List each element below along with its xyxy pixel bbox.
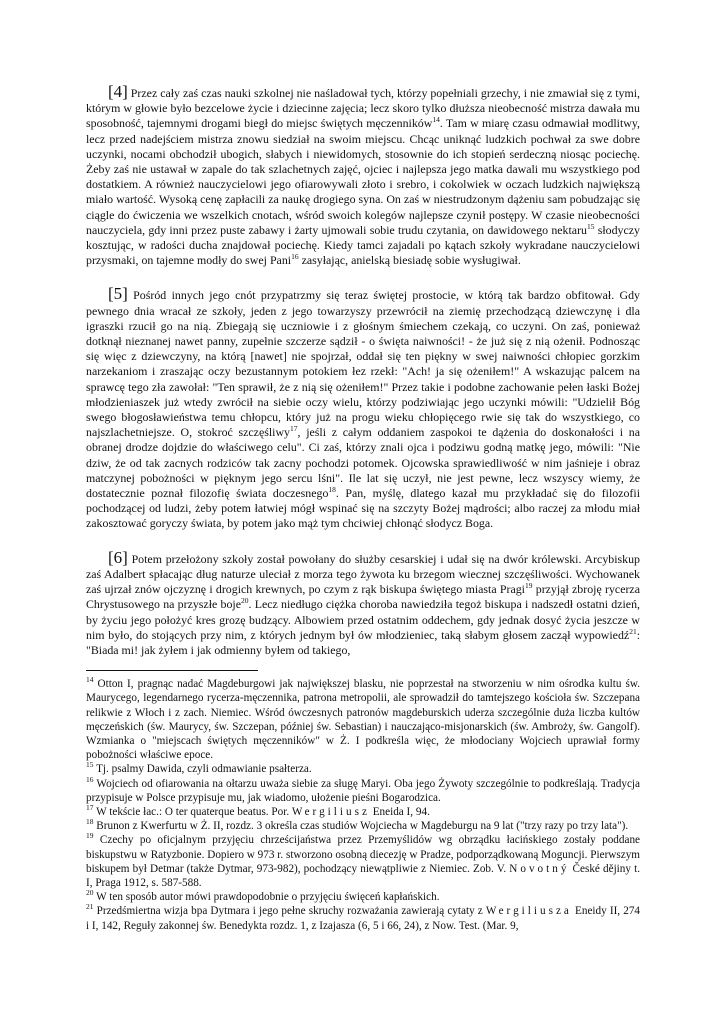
footnote-number: 17: [86, 802, 94, 812]
paragraph-marker: [5]: [108, 284, 128, 304]
document-page: [86, 82, 641, 933]
footnote-number: 15: [86, 760, 94, 770]
footnote: [86, 802, 640, 819]
footnote-number: 18: [86, 817, 94, 827]
footnote-text: Otton I, pragnąc nadać Magdeburgowi jak największej blasku, nie poprzestał na stworzeniu w nim ośrodka kultu św. Maurycego, legendarnego rycerza-męczennika, patrona metropolii, ale sprowadził do tamtejszego kościoła św. Szczepana relikwie z Włoch i z zach. Niemiec. Wśród ówczesnych patronów magdeburskich uderza szczególnie duża liczba kultów męczeńskich (św. Maurycy, św. Szczepan, później św. Sebastian) i nauczająco-misjonarskich (św. Ambroży, św. Gangolf). Wzmianka o "miejscach świętych męczenników" w Ż. I podkreśla więc, że młodociany Wojciech uprawiał formy pobożności właściwe epoce.: [86, 678, 640, 762]
footnote: [86, 833, 640, 890]
paragraph-text: Przez cały zaś czas nauki szkolnej nie naśladował tych, którzy popełniali grzechy, i nie zmawiał się z tymi, którym w głowie było bezcelowe życie i dziecinne zajęcia; lecz skoro tylko dłuższa nieobecność mistrza dawała mu sposobność, tajemnymi drogami biegł do miejsc świętych męczenników: [86, 86, 640, 131]
paragraph-text: . Lecz niedługo ciężka choroba nawiedziła tegoż biskupa i nadszedł ostatni dzień, by życiu jego położyć kres grozę budzący. Albowiem przed ostatnim oddechem, gdy jednak dosyć życia jeszcze w nim było, do stojących przy nim, z których jednym był ów młodzieniec, taką słabym głosem zaczął wypowiedź: [86, 597, 640, 642]
paragraph-text: przyjął zbroję rycerza Chrystusowego na przyszłe boje: [86, 582, 640, 612]
footnote-ref: 15: [586, 221, 595, 231]
paragraph-4: [86, 82, 640, 268]
paragraph-6: [86, 547, 640, 658]
footnote-ref: 21: [629, 626, 637, 636]
footnote-author-spaced: Wergiliusza: [485, 905, 572, 918]
footnote-text: Brunon z Kwerfurtu w Ż. II, rozdz. 3 określa czas studiów Wojciecha w Magdeburgu na 9 lat ("trzy razy po trzy lata").: [93, 820, 629, 833]
footnote-number: 20: [86, 888, 94, 898]
footnote: [86, 890, 640, 904]
footnote-text: Eneida I, 94.: [369, 805, 430, 818]
paragraph-5: [86, 284, 640, 531]
footnote-text: W ten sposób autor mówi prawdopodobnie o przyjęciu święceń kapłańskich.: [93, 891, 440, 904]
footnote-text: W tekście łac.: O ter quaterque beatus. Por.: [93, 805, 292, 818]
paragraph-marker: [4]: [108, 82, 128, 101]
paragraph-marker: [6]: [108, 547, 128, 567]
paragraph-text: , jeśli z całym oddaniem zaspokoi te dążenia do doskonałości i na obranej drodze dojdzie do właściwego celu". Ci zaś, którzy znali ojca i podziwu godną matkę jego, mówili: "Nie dziw, że od tak zacnych rodziców tak zacny pochodzi potomek. Ojcowska sprawiedliwość w nim jaśnieje i obraz matczynej pobożności w pięknym jego sercu lśni". Ile lat się uczył, nie jest pewne, lecz wszyscy wiemy, że dostatecznie poznał filozofię świata doczesnego: [86, 425, 640, 501]
footnote-ref: 19: [524, 581, 533, 591]
footnote-number: 21: [86, 902, 94, 912]
footnote: [86, 677, 640, 762]
footnote-ref: 14: [432, 115, 440, 125]
paragraph-text: . Pan, myślę, dlatego kazał mu przykładać się do filozofii pochodzącej od ludzi, żeby potem łatwiej mógł wspinać się na szczyty Bożej mądrości; albo raczej za młodu miał zakosztować goryczy świata, by potem jako mąż tym chciwiej chłonąć słodycz Boga.: [86, 486, 640, 531]
paragraph-text: : "Biada mi! jak żyłem i jak odmienny byłem od takiego,: [86, 627, 640, 657]
footnote-text: Przedśmiertna wizja bpa Dytmara i jego pełne skruchy rozważania zawierają cytaty z: [93, 905, 486, 918]
paragraph-text: zasyłając, anielską biesiadę sobie wysługiwał.: [298, 253, 521, 268]
footnote-text: Tj. psalmy Dawida, czyli odmawianie psałterza.: [93, 763, 312, 776]
footnote: [86, 762, 640, 776]
paragraph-text: Pośród innych jego cnót przypatrzmy się teraz świętej prostocie, w którą tak bardzo obfitował. Gdy pewnego dnia wracał ze szkoły, jeden z jego towarzyszy przewrócił na ziemię przechodzącą dziewczynę i dla igraszki rzucił go na nią. Zbiegają się uczniowie i z głośnym śmiechem czekają, co uczyni. On zaś, ponieważ dotknął nieznanej nawet panny, zupełnie szczerze sądził - o święta naiwności! - że już się z nią ożenił. Podnosząc się więc z dziewczyny, na którą [nawet] nie spojrzał, oddał się ten piękny w swej naiwności chłopiec gorzkim narzekaniom i zraszając oczy bezustannym potokiem łez rzekł: "Ach! ja się ożeniłem!" A wskazując palcem na sprawcę tego zła zawołał: "Ten sprawił, że z nią się ożeniłem!" Przez takie i podobne zachowanie pełen łaski Bożej młodzieniaszek już wtedy zwrócił na siebie oczy wielu, którzy podziwiając jego uczynki mówili: "Udzielił Bóg swego błogosławieństwa temu chłopcu, który już na progu wieku chłopięcego rwie się tak do wszystkiego, co najszlachetniejsze. O, stokroć szczęśliwy: [86, 288, 640, 440]
footnote-ref: 16: [291, 252, 299, 262]
paragraph-text: . Tam w miarę czasu odmawiał modlitwy, lecz przed nadejściem mistrza znowu siedział na swoim miejscu. Chcąc uniknąć ludzkich pochwał za swe dobre uczynki, nocami obchodził ubogich, słabych i niewidomych, stosownie do ich stopień serdeczną niosąc pociechę. Żeby zaś nie ustawał w zapale do tak szlachetnych zajęć, ojciec i najlepsza jego matka dawali mu wszystkiego pod dostatkiem. A również nauczycielowi jego ofiarowywali złoto i srebro, i cokolwiek w oczach ludzkich największą miało wartość. Wysoką cenę zapłacili za naukę drogiego syna. On zaś w niestrudzonym dążeniu sam pobudzając się ciągle do ćwiczenia we wszelkich cnotach, wśród swoich kolegów najlepsze czynił postępy. W czasie nieobecności nauczyciela, gdy inni przez puste zabawy i żarty ujmowali sobie trudu czytania, on dawidowego nektaru: [86, 116, 640, 237]
footnote: [86, 819, 640, 833]
footnote-ref: 20: [241, 596, 249, 606]
footnote-author-spaced: Wergiliusz: [291, 805, 370, 818]
footnote-author-spaced: Novotný: [509, 862, 570, 875]
footnote-text: Czechy po oficjalnym przyjęciu chrześcijaństwa przez Przemyślidów wg obrządku łacińskiego zostały poddane biskupstwu w Ratyzbonie. Dopiero w 973 r. stworzono osobną diecezję w Pradze, podporządkowaną Moguncji. Pierwszym biskupem był Detmar (także Dytmar, 973-982), pochodzący niewątpliwie z Niemiec. Zob. V.: [86, 834, 640, 875]
footnote-number: 19: [86, 831, 94, 841]
footnote-ref: 18: [328, 485, 336, 495]
footnote-number: 14: [86, 675, 94, 685]
footnotes: [86, 677, 640, 933]
footnote: [86, 904, 640, 932]
footnote-divider: [86, 670, 258, 671]
paragraph-text: Potem przełożony szkoły został powołany do służby cesarskiej i udał się na dwór królewski. Arcybiskup zaś Adalbert spłacając dług naturze uleciał z morza tego żywota ku brzegom wiecznej szczęśliwości. Wychowanek zaś ujrzał znów ojczyznę i drogich krewnych, po czym z rąk biskupa świętego miasta Pragi: [86, 551, 640, 597]
paragraph-text: słodyczy kosztując, w radości ducha znajdował pociechę. Kiedy tamci zajadali po kątach szkoły wykradane nauczycielowi przysmaki, on tajemne modły do swej Pani: [86, 222, 640, 268]
footnote: [86, 774, 640, 805]
footnote-text: Wojciech od ofiarowania na ołtarzu uważa siebie za sługę Maryi. Oba jego Żywoty szczególnie to podkreślają. Tradycja przypisuje w Polsce przypisuje mu, jak wiadomo, ułożenie pieśni Bogarodzica.: [86, 777, 640, 804]
footnote-ref: 17: [290, 424, 298, 434]
footnote-text: Eneidy II, 274 i I, 142, Reguły zakonnej św. Benedykta rozdz. 1, z Izajasza (6, 5 i 66, 24), z Now. Test. (Mar. 9,: [86, 905, 641, 932]
footnote-text: České dějiny t. I, Praga 1912, s. 587-588.: [86, 862, 640, 889]
footnote-number: 16: [86, 774, 94, 784]
